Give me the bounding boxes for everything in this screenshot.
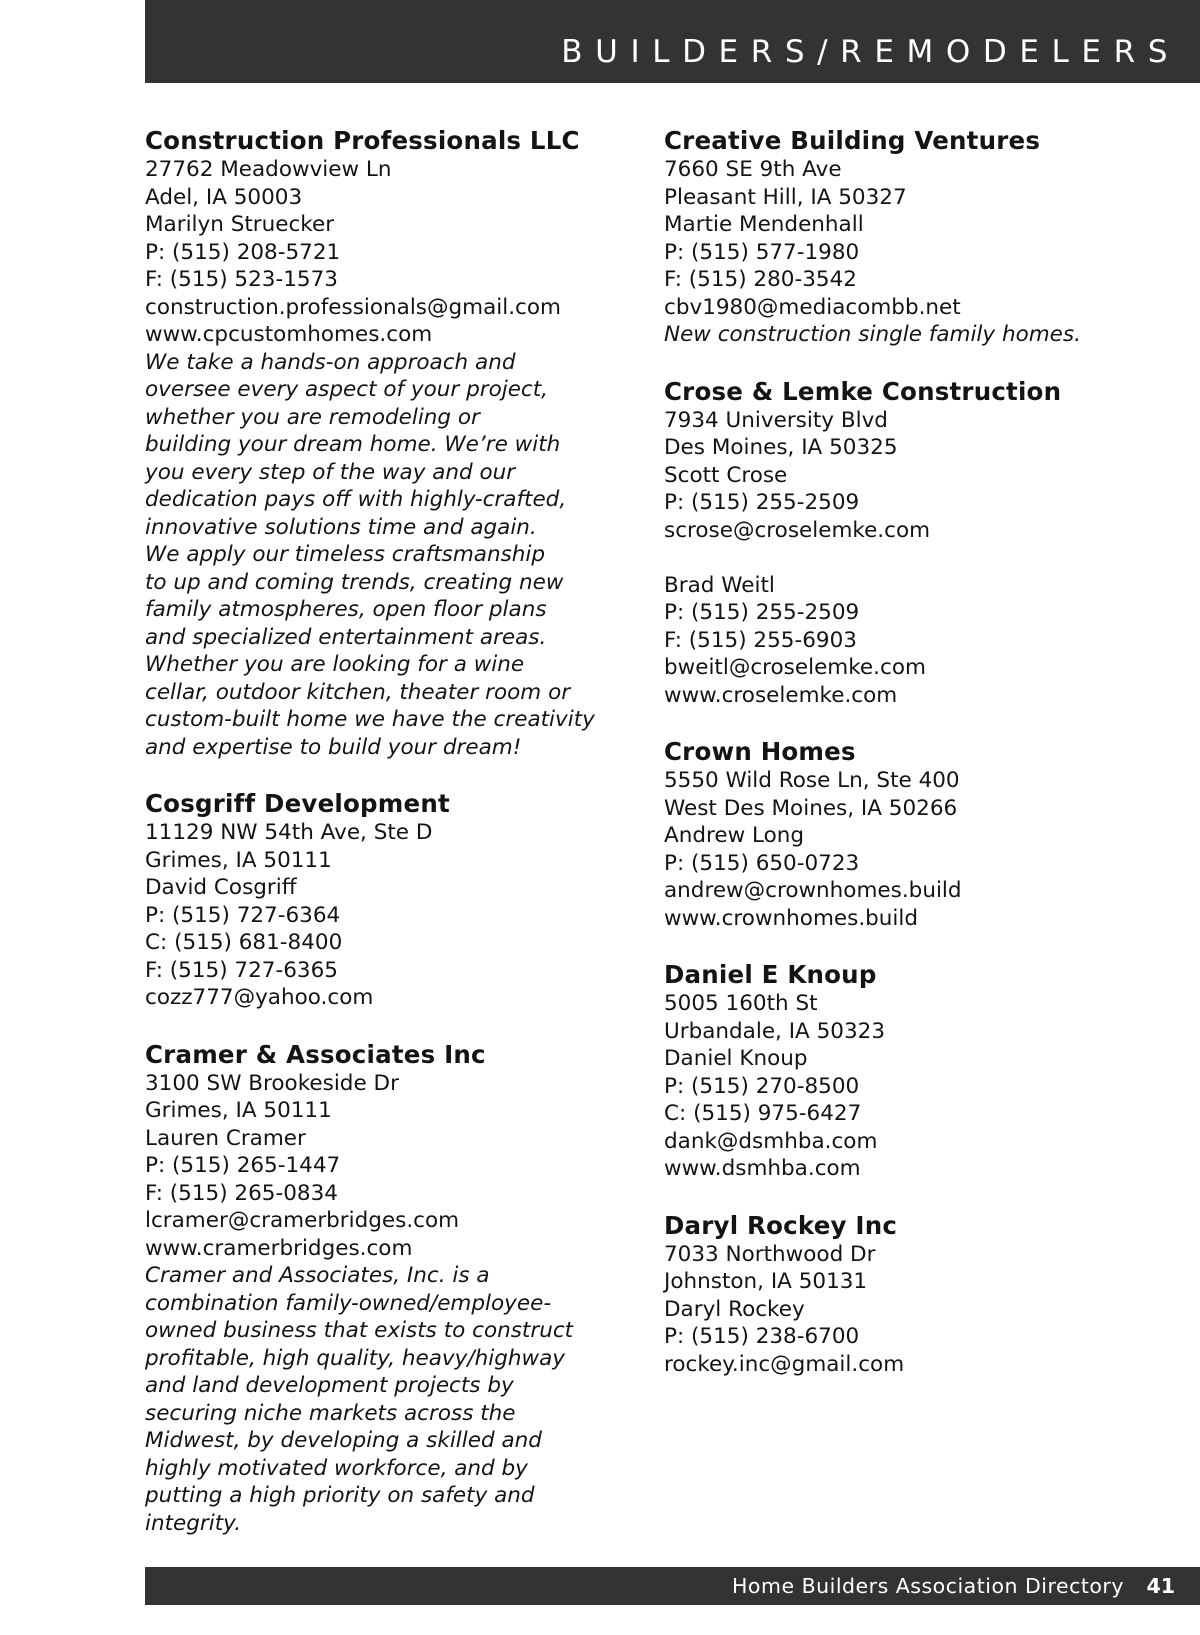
phone-text: F: (515) 255-6903 <box>664 627 857 653</box>
listing-cosgriff-development <box>145 789 625 1012</box>
contact-line: Johnston, IA 50131 <box>664 1269 868 1294</box>
description-line: profitable, high quality, heavy/highway <box>145 1345 565 1371</box>
description-line: oversee every aspect of your project, <box>145 377 549 402</box>
phone-text: C: (515) 681-8400 <box>145 930 343 955</box>
contact-line: Grimes, IA 50111 <box>145 1098 332 1123</box>
contact-line: Marilyn Struecker <box>145 212 335 237</box>
company-name: Cosgriff Development <box>145 789 450 818</box>
contact-line: Daryl Rockey <box>664 1296 805 1322</box>
listing-creative-building-ventures <box>664 126 1164 349</box>
phone-text: F: (515) 523-1573 <box>145 267 338 292</box>
contact-line: 11129 NW 54th Ave, Ste D <box>145 820 433 845</box>
contact-line: Grimes, IA 50111 <box>145 847 332 873</box>
phone-text: P: (515) 727-6364 <box>145 902 341 928</box>
contact-spacer <box>664 544 1164 572</box>
description-line: highly motivated workforce, and by <box>145 1455 528 1481</box>
email-text: scrose@croselemke.com <box>664 517 931 543</box>
description-line: We take a hands-on approach and <box>145 349 516 375</box>
description-line: family atmospheres, open floor plans <box>145 597 547 622</box>
phone-text: P: (515) 255-2509 <box>664 600 860 625</box>
company-name: Daniel E Knoup <box>664 960 877 989</box>
email-text: lcramer@cramerbridges.com <box>145 1208 460 1233</box>
header-bar <box>145 0 1200 83</box>
contact-line: 7660 SE 9th Ave <box>664 157 842 182</box>
contact-line: 7033 Northwood Dr <box>664 1241 876 1267</box>
contact-line: 27762 Meadowview Ln <box>145 157 392 182</box>
description-line: Midwest, by developing a skilled and <box>145 1428 542 1453</box>
footer-bar <box>145 1567 1200 1605</box>
listing-crose-and-lemke-construction <box>664 377 1164 710</box>
phone-text: P: (515) 238-6700 <box>664 1324 860 1349</box>
right-column <box>664 126 1164 1406</box>
description-line: Whether you are looking for a wine <box>145 652 525 677</box>
description-line: putting a high priority on safety and <box>145 1483 535 1508</box>
email-text: cozz777@yahoo.com <box>145 985 374 1010</box>
contact-line: Brad Weitl <box>664 572 775 598</box>
company-name: Construction Professionals LLC <box>145 126 580 155</box>
website-text: www.dsmhba.com <box>664 1156 861 1181</box>
phone-text: F: (515) 280-3542 <box>664 267 857 292</box>
contact-line: Urbandale, IA 50323 <box>664 1018 885 1044</box>
contact-line: Adel, IA 50003 <box>145 184 303 210</box>
description-line: cellar, outdoor kitchen, theater room or <box>145 679 571 705</box>
description-line: New construction single family homes. <box>664 322 1081 347</box>
description-line: custom-built home we have the creativity <box>145 707 595 732</box>
contact-line: Daniel Knoup <box>664 1046 808 1071</box>
contact-line: Des Moines, IA 50325 <box>664 435 898 460</box>
contact-line: David Cosgriff <box>145 875 297 900</box>
description-line: building your dream home. We’re with <box>145 432 561 457</box>
phone-text: P: (515) 577-1980 <box>664 239 860 265</box>
description-line: to up and coming trends, creating new <box>145 569 564 595</box>
description-line: owned business that exists to construct <box>145 1318 574 1343</box>
description-line: whether you are remodeling or <box>145 404 480 430</box>
contact-line: Lauren Cramer <box>145 1125 306 1151</box>
website-text: www.cpcustomhomes.com <box>145 322 433 347</box>
email-text: rockey.inc@gmail.com <box>664 1351 905 1377</box>
page-number: 41 <box>1146 1574 1175 1598</box>
phone-text: P: (515) 208-5721 <box>145 239 341 265</box>
phone-text: F: (515) 265-0834 <box>145 1180 338 1206</box>
description-line: integrity. <box>145 1510 242 1536</box>
contact-line: Martie Mendenhall <box>664 212 864 237</box>
description-line: innovative solutions time and again. <box>145 514 537 540</box>
contact-line: Pleasant Hill, IA 50327 <box>664 184 907 210</box>
contact-line: 5005 160th St <box>664 991 818 1016</box>
listing-construction-professionals-llc <box>145 126 625 761</box>
email-text: construction.professionals@gmail.com <box>145 294 561 320</box>
listing-daniel-e-knoup <box>664 960 1164 1183</box>
company-name: Creative Building Ventures <box>664 126 1041 155</box>
company-name: Crown Homes <box>664 737 856 766</box>
email-text: dank@dsmhba.com <box>664 1128 878 1154</box>
phone-text: C: (515) 975-6427 <box>664 1101 862 1126</box>
contact-line: Scott Crose <box>664 462 788 488</box>
description-line: dedication pays off with highly-crafted, <box>145 487 567 512</box>
description-line: and land development projects by <box>145 1373 514 1398</box>
listing-crown-homes <box>664 737 1164 932</box>
description-line: securing niche markets across the <box>145 1400 516 1426</box>
website-text: www.cramerbridges.com <box>145 1235 413 1261</box>
contact-line: 5550 Wild Rose Ln, Ste 400 <box>664 768 960 793</box>
website-text: www.crownhomes.build <box>664 905 919 931</box>
listing-cramer-and-associates-inc <box>145 1040 625 1538</box>
contact-line: West Des Moines, IA 50266 <box>664 795 958 821</box>
website-text: www.croselemke.com <box>664 682 898 708</box>
contact-line: 3100 SW Brookeside Dr <box>145 1070 399 1096</box>
description-line: We apply our timeless craftsmanship <box>145 542 546 567</box>
description-line: you every step of the way and our <box>145 459 516 485</box>
listing-daryl-rockey-inc <box>664 1211 1164 1379</box>
description-line: Cramer and Associates, Inc. is a <box>145 1263 490 1288</box>
description-line: and specialized entertainment areas. <box>145 624 547 650</box>
phone-text: P: (515) 650-0723 <box>664 850 860 876</box>
phone-text: P: (515) 265-1447 <box>145 1153 341 1178</box>
footer-text: Home Builders Association Directory <box>732 1574 1124 1598</box>
contact-line: Andrew Long <box>664 823 805 848</box>
company-name: Daryl Rockey Inc <box>664 1210 898 1240</box>
company-name: Crose & Lemke Construction <box>664 376 1062 406</box>
phone-text: F: (515) 727-6365 <box>145 957 338 983</box>
section-title: BUILDERS/REMODELERS <box>561 34 1180 70</box>
description-line: combination family-owned/employee- <box>145 1290 552 1316</box>
contact-line: 7934 University Blvd <box>664 407 888 433</box>
email-text: bweitl@croselemke.com <box>664 655 926 680</box>
email-text: andrew@crownhomes.build <box>664 878 962 903</box>
phone-text: P: (515) 270-8500 <box>664 1073 860 1099</box>
email-text: cbv1980@mediacombb.net <box>664 294 961 320</box>
left-column <box>145 126 625 1565</box>
phone-text: P: (515) 255-2509 <box>664 490 860 515</box>
company-name: Cramer & Associates Inc <box>145 1039 486 1069</box>
description-line: and expertise to build your dream! <box>145 734 522 760</box>
